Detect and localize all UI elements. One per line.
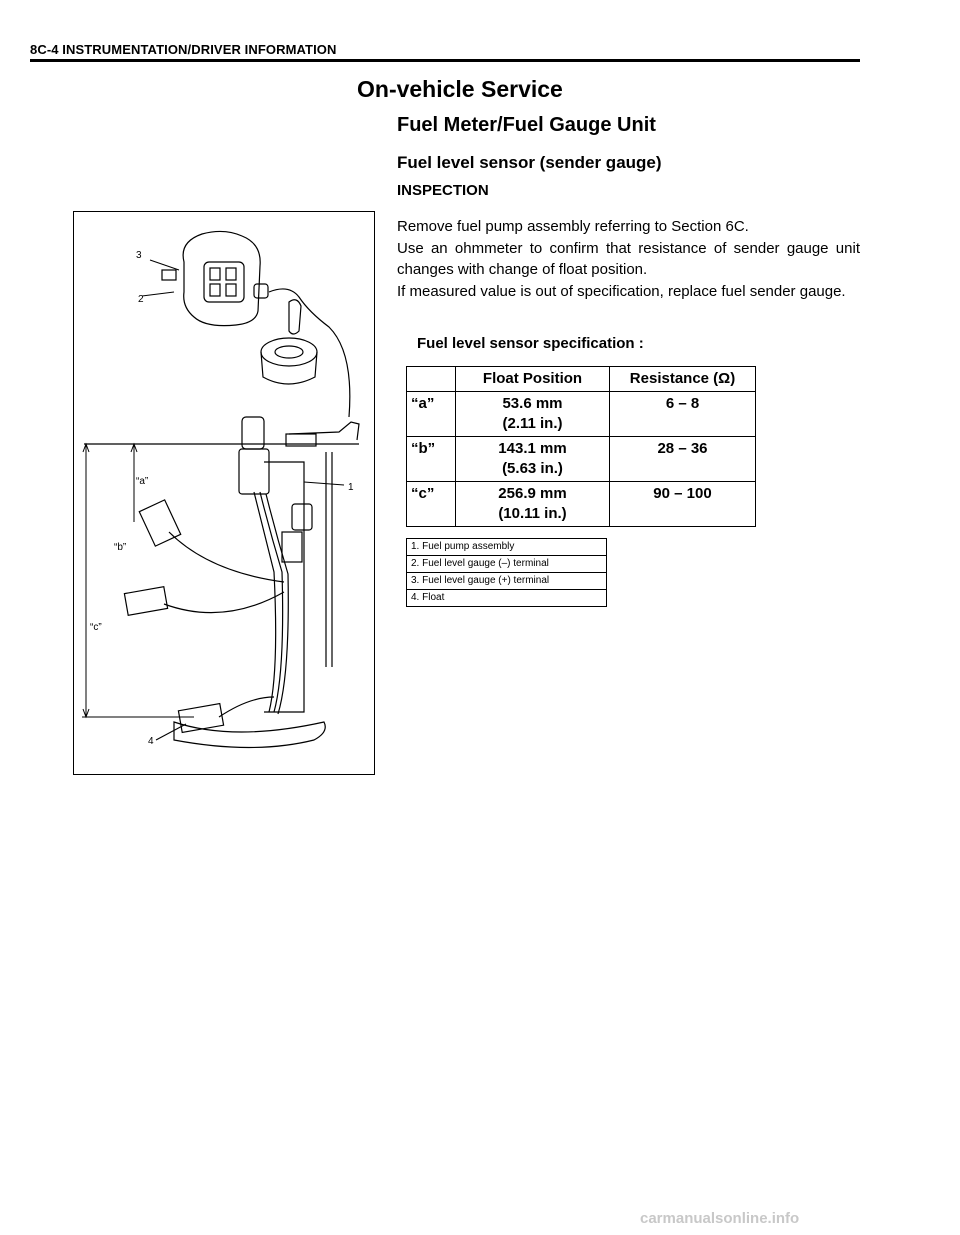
procedure-heading: INSPECTION (397, 182, 489, 199)
cap-drawing (261, 338, 317, 384)
spec-float-mm: 256.9 mm (498, 485, 567, 502)
legend-row (407, 539, 607, 556)
body-line-1: Remove fuel pump assembly referring to Section 6C. (397, 218, 749, 235)
spec-header-row (407, 367, 756, 392)
spec-header-resistance: Resistance (Ω) (610, 367, 756, 392)
dimension-label-a: “a” (136, 476, 149, 487)
spec-label: Fuel level sensor specification : (417, 335, 644, 352)
table-row (407, 482, 756, 527)
dimension-label-b: “b” (114, 542, 127, 553)
spec-float-mm: 143.1 mm (498, 440, 567, 457)
legend-row (407, 573, 607, 590)
spec-header-blank (407, 367, 456, 392)
spec-float (456, 392, 610, 437)
spec-pos: “b” (407, 437, 456, 482)
callout-3: 3 (136, 250, 142, 261)
header-rule (30, 59, 860, 62)
legend-item: 3. Fuel level gauge (+) terminal (407, 573, 607, 590)
spec-float (456, 482, 610, 527)
spec-pos: “c” (407, 482, 456, 527)
spec-float-mm: 53.6 mm (502, 395, 563, 412)
legend-item: 1. Fuel pump assembly (407, 539, 607, 556)
dimension-label-c: “c” (90, 622, 102, 633)
leader-lines (142, 260, 344, 740)
callout-1: 1 (348, 482, 354, 493)
header-title: 8C-4 INSTRUMENTATION/DRIVER INFORMATION (30, 42, 337, 57)
legend-item: 2. Fuel level gauge (–) terminal (407, 556, 607, 573)
spec-float-in: (5.63 in.) (502, 460, 563, 477)
legend-item: 4. Float (407, 590, 607, 607)
body-text (397, 216, 860, 302)
body-line-2: Use an ohmmeter to confirm that resistance of sender gauge unit changes with change of float position. (397, 239, 860, 279)
spec-resistance: 6 – 8 (610, 392, 756, 437)
legend-row (407, 590, 607, 607)
section-title: On-vehicle Service (357, 76, 563, 102)
table-row (407, 437, 756, 482)
legend-row (407, 556, 607, 573)
spec-resistance: 28 – 36 (610, 437, 756, 482)
watermark: carmanualsonline.info (640, 1210, 800, 1227)
table-row (407, 392, 756, 437)
connector-drawing (162, 231, 350, 417)
spec-float (456, 437, 610, 482)
callout-4: 4 (148, 736, 154, 747)
spec-float-in: (2.11 in.) (502, 415, 563, 432)
fuel-pump-diagram (74, 212, 376, 776)
spec-resistance: 90 – 100 (610, 482, 756, 527)
float-arms-drawing (124, 500, 325, 748)
spec-float-in: (10.11 in.) (498, 505, 567, 522)
spec-table (406, 366, 756, 527)
legend-table (406, 538, 607, 607)
spec-header-float: Float Position (456, 367, 610, 392)
sub-title: Fuel Meter/Fuel Gauge Unit (397, 114, 656, 136)
spec-pos: “a” (407, 392, 456, 437)
sub-sub-title: Fuel level sensor (sender gauge) (397, 153, 662, 172)
fuel-pump-figure (73, 211, 375, 775)
body-line-3: If measured value is out of specification, replace fuel sender gauge. (397, 282, 846, 300)
callout-2: 2 (138, 294, 144, 305)
